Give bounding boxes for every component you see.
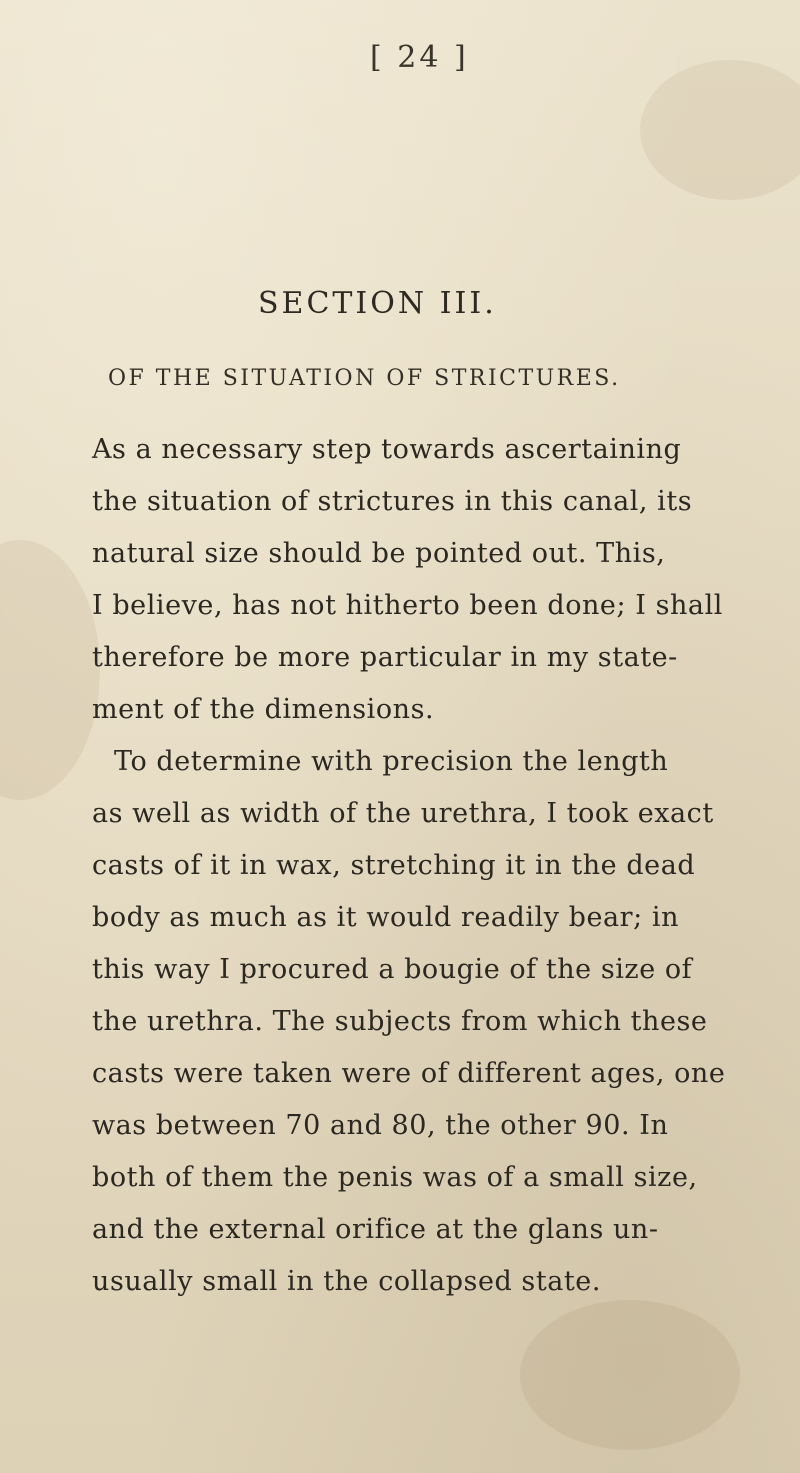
text-line: this way I procured a bougie of the size of xyxy=(92,954,693,985)
text-line: casts were taken were of different ages, one xyxy=(92,1058,726,1089)
text-line: the urethra. The subjects from which these xyxy=(92,1006,708,1037)
page-number: [ 24 ] xyxy=(370,40,469,75)
text-line: ment of the dimensions. xyxy=(92,694,435,725)
text-line: To determine with precision the length xyxy=(114,746,669,777)
body-text xyxy=(92,424,732,1308)
paragraph xyxy=(92,424,732,736)
text-line: I believe, has not hitherto been done; I shall xyxy=(92,590,723,621)
paper-stain xyxy=(0,540,100,800)
section-heading: SECTION III. xyxy=(258,286,497,321)
text-line: was between 70 and 80, the other 90. In xyxy=(92,1110,669,1141)
paper-stain xyxy=(520,1300,740,1450)
paper-stain xyxy=(640,60,800,200)
section-subheading: OF THE SITUATION OF STRICTURES. xyxy=(108,366,621,391)
text-line: usually small in the collapsed state. xyxy=(92,1266,601,1297)
text-line: As a necessary step towards ascertaining xyxy=(92,434,682,465)
text-line: natural size should be pointed out. This, xyxy=(92,538,666,569)
text-line: therefore be more particular in my state- xyxy=(92,642,678,673)
text-line: casts of it in wax, stretching it in the dead xyxy=(92,850,696,881)
text-line: and the external orifice at the glans un- xyxy=(92,1214,659,1245)
paragraph xyxy=(92,736,732,1308)
text-line: as well as width of the urethra, I took exact xyxy=(92,798,714,829)
text-line: both of them the penis was of a small size, xyxy=(92,1162,698,1193)
text-line: body as much as it would readily bear; in xyxy=(92,902,680,933)
text-line: the situation of strictures in this canal, its xyxy=(92,486,693,517)
